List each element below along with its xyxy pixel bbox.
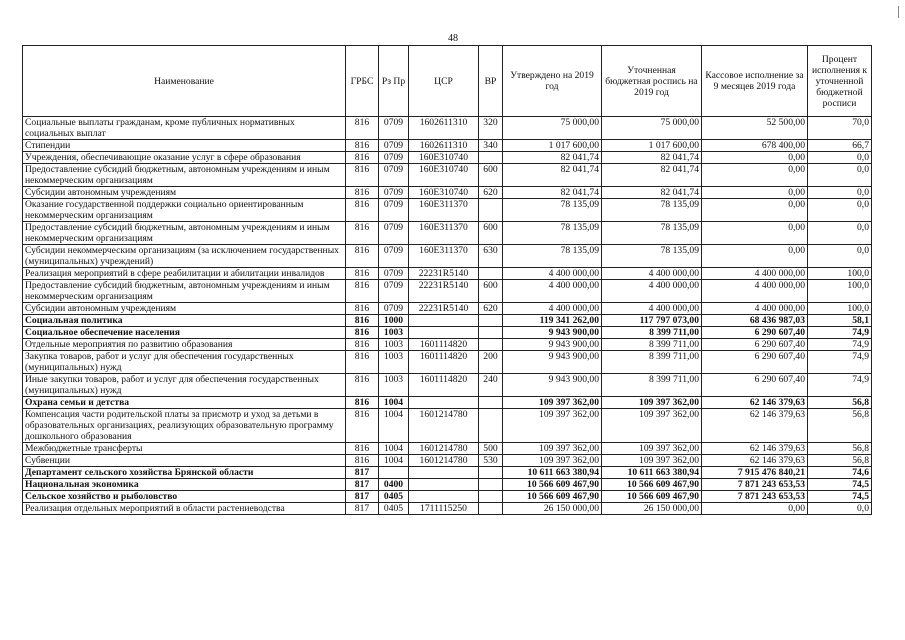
table-cell-rzpr: 0709	[379, 140, 409, 152]
table-cell-cash: 0,00	[702, 164, 808, 187]
table-cell-rzpr: 0709	[379, 187, 409, 199]
table-cell-refined: 10 566 609 467,90	[602, 491, 702, 503]
table-cell-refined: 1 017 600,00	[602, 140, 702, 152]
table-cell-rzpr: 0709	[379, 152, 409, 164]
table-cell-refined: 109 397 362,00	[602, 409, 702, 443]
table-cell-cash: 7 871 243 653,53	[702, 479, 808, 491]
table-cell-name: Закупка товаров, работ и услуг для обеспечения государственных (муниципальных) нужд	[23, 351, 346, 374]
table-row	[23, 152, 872, 164]
table-cell-grbs: 816	[346, 164, 379, 187]
table-cell-grbs: 816	[346, 187, 379, 199]
table-cell-vr	[479, 491, 503, 503]
table-cell-refined: 82 041,74	[602, 164, 702, 187]
table-cell-rzpr: 0709	[379, 303, 409, 315]
table-cell-grbs: 817	[346, 467, 379, 479]
header-refined: Уточненная бюджетная роспись на 2019 год	[602, 46, 702, 117]
table-cell-percent: 74,9	[808, 339, 872, 351]
table-cell-approved: 75 000,00	[503, 117, 602, 140]
table-cell-refined: 10 566 609 467,90	[602, 479, 702, 491]
table-cell-name: Предоставление субсидий бюджетным, автономным учреждениям и иным некоммерческим организациям	[23, 164, 346, 187]
table-row	[23, 140, 872, 152]
table-row	[23, 245, 872, 268]
table-row	[23, 327, 872, 339]
table-cell-csr: 22231R5140	[409, 268, 479, 280]
table-row	[23, 479, 872, 491]
table-cell-cash: 4 400 000,00	[702, 303, 808, 315]
table-cell-vr: 500	[479, 443, 503, 455]
table-cell-name: Предоставление субсидий бюджетным, автономным учреждениям и иным некоммерческим организациям	[23, 280, 346, 303]
header-percent: Процент исполнения к уточненной бюджетной росписи	[808, 46, 872, 117]
table-cell-approved: 1 017 600,00	[503, 140, 602, 152]
table-cell-refined: 82 041,74	[602, 187, 702, 199]
table-cell-percent: 74,5	[808, 491, 872, 503]
table-cell-vr	[479, 339, 503, 351]
table-cell-vr: 320	[479, 117, 503, 140]
table-cell-rzpr: 0709	[379, 199, 409, 222]
table-row	[23, 222, 872, 245]
table-row	[23, 117, 872, 140]
table-cell-name: Реализация отдельных мероприятий в области растениеводства	[23, 503, 346, 515]
table-cell-approved: 109 397 362,00	[503, 397, 602, 409]
table-row	[23, 491, 872, 503]
table-row	[23, 409, 872, 443]
table-cell-csr: 160Е310740	[409, 164, 479, 187]
table-cell-percent: 100,0	[808, 280, 872, 303]
table-cell-grbs: 816	[346, 327, 379, 339]
table-cell-refined: 8 399 711,00	[602, 351, 702, 374]
table-cell-percent: 58,1	[808, 315, 872, 327]
table-cell-grbs: 816	[346, 280, 379, 303]
table-cell-percent: 74,9	[808, 327, 872, 339]
table-cell-percent: 100,0	[808, 303, 872, 315]
table-cell-approved: 109 397 362,00	[503, 409, 602, 443]
table-cell-percent: 0,0	[808, 152, 872, 164]
table-cell-cash: 6 290 607,40	[702, 351, 808, 374]
table-row	[23, 374, 872, 397]
table-cell-percent: 56,8	[808, 455, 872, 467]
table-cell-refined: 82 041,74	[602, 152, 702, 164]
table-cell-vr: 600	[479, 222, 503, 245]
table-cell-csr: 160Е311370	[409, 245, 479, 268]
table-row	[23, 303, 872, 315]
table-cell-csr	[409, 467, 479, 479]
table-cell-name: Национальная экономика	[23, 479, 346, 491]
table-cell-cash: 62 146 379,63	[702, 397, 808, 409]
table-cell-cash: 62 146 379,63	[702, 455, 808, 467]
header-name: Наименование	[23, 46, 346, 117]
table-cell-rzpr: 0709	[379, 280, 409, 303]
table-cell-percent: 0,0	[808, 222, 872, 245]
table-row	[23, 455, 872, 467]
table-cell-vr: 530	[479, 455, 503, 467]
table-cell-vr	[479, 467, 503, 479]
table-cell-cash: 0,00	[702, 503, 808, 515]
table-cell-cash: 68 436 987,03	[702, 315, 808, 327]
table-cell-percent: 56,8	[808, 443, 872, 455]
table-cell-rzpr: 0709	[379, 245, 409, 268]
table-cell-refined: 8 399 711,00	[602, 339, 702, 351]
table-cell-refined: 26 150 000,00	[602, 503, 702, 515]
table-cell-name: Иные закупки товаров, работ и услуг для обеспечения государственных (муниципальных) нужд	[23, 374, 346, 397]
table-cell-rzpr: 1003	[379, 339, 409, 351]
table-cell-name: Социальная политика	[23, 315, 346, 327]
table-cell-cash: 0,00	[702, 222, 808, 245]
table-cell-rzpr: 0405	[379, 503, 409, 515]
table-cell-csr: 1601114820	[409, 374, 479, 397]
table-cell-name: Субвенции	[23, 455, 346, 467]
table-cell-csr: 1602611310	[409, 117, 479, 140]
table-cell-vr	[479, 397, 503, 409]
table-cell-name: Компенсация части родительской платы за присмотр и уход за детьми в образовательных организациях, реализующих образовательную программу дошкольного образования	[23, 409, 346, 443]
table-cell-cash: 4 400 000,00	[702, 268, 808, 280]
table-cell-rzpr: 1003	[379, 374, 409, 397]
table-cell-cash: 7 915 476 840,21	[702, 467, 808, 479]
table-cell-cash: 52 500,00	[702, 117, 808, 140]
table-row	[23, 164, 872, 187]
table-cell-rzpr: 0405	[379, 491, 409, 503]
table-cell-grbs: 817	[346, 503, 379, 515]
table-cell-approved: 9 943 900,00	[503, 339, 602, 351]
header-vr: ВР	[479, 46, 503, 117]
table-cell-vr: 620	[479, 187, 503, 199]
table-cell-csr: 22231R5140	[409, 303, 479, 315]
table-cell-grbs: 816	[346, 152, 379, 164]
table-cell-percent: 56,8	[808, 409, 872, 443]
table-cell-approved: 78 135,09	[503, 222, 602, 245]
table-cell-refined: 109 397 362,00	[602, 397, 702, 409]
table-cell-grbs: 817	[346, 479, 379, 491]
table-cell-name: Субсидии автономным учреждениям	[23, 303, 346, 315]
table-cell-grbs: 816	[346, 268, 379, 280]
table-row	[23, 187, 872, 199]
table-cell-rzpr: 0709	[379, 268, 409, 280]
table-cell-csr: 160Е310740	[409, 152, 479, 164]
table-cell-cash: 0,00	[702, 199, 808, 222]
table-cell-vr	[479, 409, 503, 443]
table-cell-cash: 6 290 607,40	[702, 327, 808, 339]
table-row	[23, 443, 872, 455]
table-cell-csr: 1601114820	[409, 351, 479, 374]
table-cell-csr: 160Е310740	[409, 187, 479, 199]
table-cell-cash: 0,00	[702, 187, 808, 199]
header-csr: ЦСР	[409, 46, 479, 117]
table-cell-name: Сельское хозяйство и рыболовство	[23, 491, 346, 503]
table-cell-csr	[409, 397, 479, 409]
table-cell-rzpr: 0400	[379, 479, 409, 491]
table-cell-refined: 4 400 000,00	[602, 268, 702, 280]
table-row	[23, 397, 872, 409]
table-cell-name: Отдельные мероприятия по развитию образования	[23, 339, 346, 351]
table-row	[23, 199, 872, 222]
table-cell-cash: 62 146 379,63	[702, 443, 808, 455]
table-cell-grbs: 816	[346, 199, 379, 222]
table-cell-approved: 78 135,09	[503, 199, 602, 222]
table-cell-vr	[479, 152, 503, 164]
table-cell-cash: 6 290 607,40	[702, 374, 808, 397]
table-cell-approved: 82 041,74	[503, 152, 602, 164]
table-cell-rzpr: 0709	[379, 164, 409, 187]
table-row	[23, 280, 872, 303]
table-cell-percent: 70,0	[808, 117, 872, 140]
table-cell-approved: 109 397 362,00	[503, 443, 602, 455]
table-cell-csr	[409, 491, 479, 503]
table-cell-approved: 4 400 000,00	[503, 268, 602, 280]
table-cell-approved: 82 041,74	[503, 187, 602, 199]
table-cell-csr	[409, 479, 479, 491]
table-cell-grbs: 816	[346, 409, 379, 443]
table-cell-vr: 600	[479, 280, 503, 303]
table-cell-grbs: 816	[346, 374, 379, 397]
table-cell-grbs: 817	[346, 491, 379, 503]
table-cell-csr: 1601214780	[409, 455, 479, 467]
table-cell-refined: 4 400 000,00	[602, 303, 702, 315]
table-cell-name: Стипендии	[23, 140, 346, 152]
table-cell-vr: 340	[479, 140, 503, 152]
table-cell-refined: 78 135,09	[602, 245, 702, 268]
table-cell-name: Департамент сельского хозяйства Брянской области	[23, 467, 346, 479]
table-cell-csr: 160Е311370	[409, 222, 479, 245]
table-cell-approved: 4 400 000,00	[503, 303, 602, 315]
table-cell-percent: 0,0	[808, 245, 872, 268]
table-cell-percent: 56,8	[808, 397, 872, 409]
table-cell-vr	[479, 199, 503, 222]
header-approved: Утверждено на 2019 год	[503, 46, 602, 117]
table-cell-percent: 66,7	[808, 140, 872, 152]
table-cell-percent: 100,0	[808, 268, 872, 280]
table-row	[23, 467, 872, 479]
table-cell-cash: 7 871 243 653,53	[702, 491, 808, 503]
table-cell-refined: 10 611 663 380,94	[602, 467, 702, 479]
table-cell-csr: 1601214780	[409, 443, 479, 455]
table-cell-approved: 26 150 000,00	[503, 503, 602, 515]
table-cell-refined: 78 135,09	[602, 222, 702, 245]
table-cell-vr: 240	[479, 374, 503, 397]
table-row	[23, 339, 872, 351]
table-cell-name: Реализация мероприятий в сфере реабилитации и абилитации инвалидов	[23, 268, 346, 280]
table-cell-refined: 109 397 362,00	[602, 455, 702, 467]
table-cell-grbs: 816	[346, 397, 379, 409]
table-header-row	[23, 46, 872, 117]
table-cell-percent: 74,9	[808, 374, 872, 397]
table-cell-approved: 109 397 362,00	[503, 455, 602, 467]
table-cell-vr	[479, 315, 503, 327]
table-cell-grbs: 816	[346, 140, 379, 152]
table-row	[23, 503, 872, 515]
table-cell-csr: 1601214780	[409, 409, 479, 443]
table-cell-csr	[409, 327, 479, 339]
table-cell-percent: 0,0	[808, 503, 872, 515]
edge-mark	[898, 6, 899, 18]
table-cell-name: Предоставление субсидий бюджетным, автономным учреждениям и иным некоммерческим организациям	[23, 222, 346, 245]
header-rzpr: Рз Пр	[379, 46, 409, 117]
table-cell-csr	[409, 315, 479, 327]
page-number: 48	[448, 33, 458, 44]
table-cell-percent: 74,5	[808, 479, 872, 491]
table-cell-rzpr: 1004	[379, 409, 409, 443]
header-cash: Кассовое исполнение за 9 месяцев 2019 года	[702, 46, 808, 117]
table-cell-csr: 160Е311370	[409, 199, 479, 222]
table-cell-approved: 9 943 900,00	[503, 327, 602, 339]
table-cell-name: Межбюджетные трансферты	[23, 443, 346, 455]
table-row	[23, 268, 872, 280]
table-cell-name: Социальные выплаты гражданам, кроме публичных нормативных социальных выплат	[23, 117, 346, 140]
table-cell-refined: 75 000,00	[602, 117, 702, 140]
table-cell-vr: 620	[479, 303, 503, 315]
table-cell-approved: 78 135,09	[503, 245, 602, 268]
table-cell-cash: 4 400 000,00	[702, 280, 808, 303]
table-cell-csr: 1711115250	[409, 503, 479, 515]
table-cell-approved: 9 943 900,00	[503, 374, 602, 397]
table-cell-vr	[479, 327, 503, 339]
table-cell-percent: 0,0	[808, 199, 872, 222]
table-cell-rzpr: 1003	[379, 327, 409, 339]
table-cell-vr: 630	[479, 245, 503, 268]
table-cell-grbs: 816	[346, 351, 379, 374]
table-cell-grbs: 816	[346, 443, 379, 455]
table-cell-grbs: 816	[346, 315, 379, 327]
table-cell-grbs: 816	[346, 222, 379, 245]
table-cell-rzpr	[379, 467, 409, 479]
table-row	[23, 315, 872, 327]
table-cell-rzpr: 1004	[379, 397, 409, 409]
table-cell-name: Субсидии некоммерческим организациям (за исключением государственных (муниципальных) учреждений)	[23, 245, 346, 268]
table-cell-rzpr: 1004	[379, 443, 409, 455]
table-cell-cash: 6 290 607,40	[702, 339, 808, 351]
table-cell-percent: 0,0	[808, 187, 872, 199]
table-cell-refined: 109 397 362,00	[602, 443, 702, 455]
table-cell-approved: 119 341 262,00	[503, 315, 602, 327]
table-cell-cash: 678 400,00	[702, 140, 808, 152]
table-cell-grbs: 816	[346, 339, 379, 351]
table-cell-refined: 8 399 711,00	[602, 327, 702, 339]
table-cell-rzpr: 0709	[379, 117, 409, 140]
table-cell-vr: 600	[479, 164, 503, 187]
table-cell-name: Учреждения, обеспечивающие оказание услуг в сфере образования	[23, 152, 346, 164]
table-cell-grbs: 816	[346, 117, 379, 140]
table-cell-percent: 0,0	[808, 164, 872, 187]
table-cell-vr	[479, 503, 503, 515]
table-cell-percent: 74,9	[808, 351, 872, 374]
table-cell-grbs: 816	[346, 245, 379, 268]
table-cell-rzpr: 1004	[379, 455, 409, 467]
table-cell-cash: 62 146 379,63	[702, 409, 808, 443]
table-cell-approved: 10 611 663 380,94	[503, 467, 602, 479]
table-cell-cash: 0,00	[702, 245, 808, 268]
table-cell-approved: 9 943 900,00	[503, 351, 602, 374]
table-cell-refined: 117 797 073,00	[602, 315, 702, 327]
table-cell-csr: 1602611310	[409, 140, 479, 152]
table-cell-approved: 82 041,74	[503, 164, 602, 187]
table-cell-csr: 1601114820	[409, 339, 479, 351]
table-cell-rzpr: 1003	[379, 351, 409, 374]
table-cell-refined: 78 135,09	[602, 199, 702, 222]
header-grbs: ГРБС	[346, 46, 379, 117]
table-cell-vr: 200	[479, 351, 503, 374]
table-cell-name: Субсидии автономным учреждениям	[23, 187, 346, 199]
table-cell-cash: 0,00	[702, 152, 808, 164]
table-cell-refined: 8 399 711,00	[602, 374, 702, 397]
table-cell-name: Оказание государственной поддержки социально ориентированным некоммерческим организациям	[23, 199, 346, 222]
table-cell-approved: 10 566 609 467,90	[503, 491, 602, 503]
table-row	[23, 351, 872, 374]
table-cell-percent: 74,6	[808, 467, 872, 479]
table-cell-name: Охрана семьи и детства	[23, 397, 346, 409]
table-cell-grbs: 816	[346, 303, 379, 315]
budget-table	[22, 45, 872, 515]
table-cell-approved: 4 400 000,00	[503, 280, 602, 303]
table-cell-rzpr: 0709	[379, 222, 409, 245]
table-cell-refined: 4 400 000,00	[602, 280, 702, 303]
table-cell-csr: 22231R5140	[409, 280, 479, 303]
table-cell-name: Социальное обеспечение населения	[23, 327, 346, 339]
table-cell-vr	[479, 268, 503, 280]
table-cell-grbs: 816	[346, 455, 379, 467]
table-cell-rzpr: 1000	[379, 315, 409, 327]
table-cell-approved: 10 566 609 467,90	[503, 479, 602, 491]
table-cell-vr	[479, 479, 503, 491]
